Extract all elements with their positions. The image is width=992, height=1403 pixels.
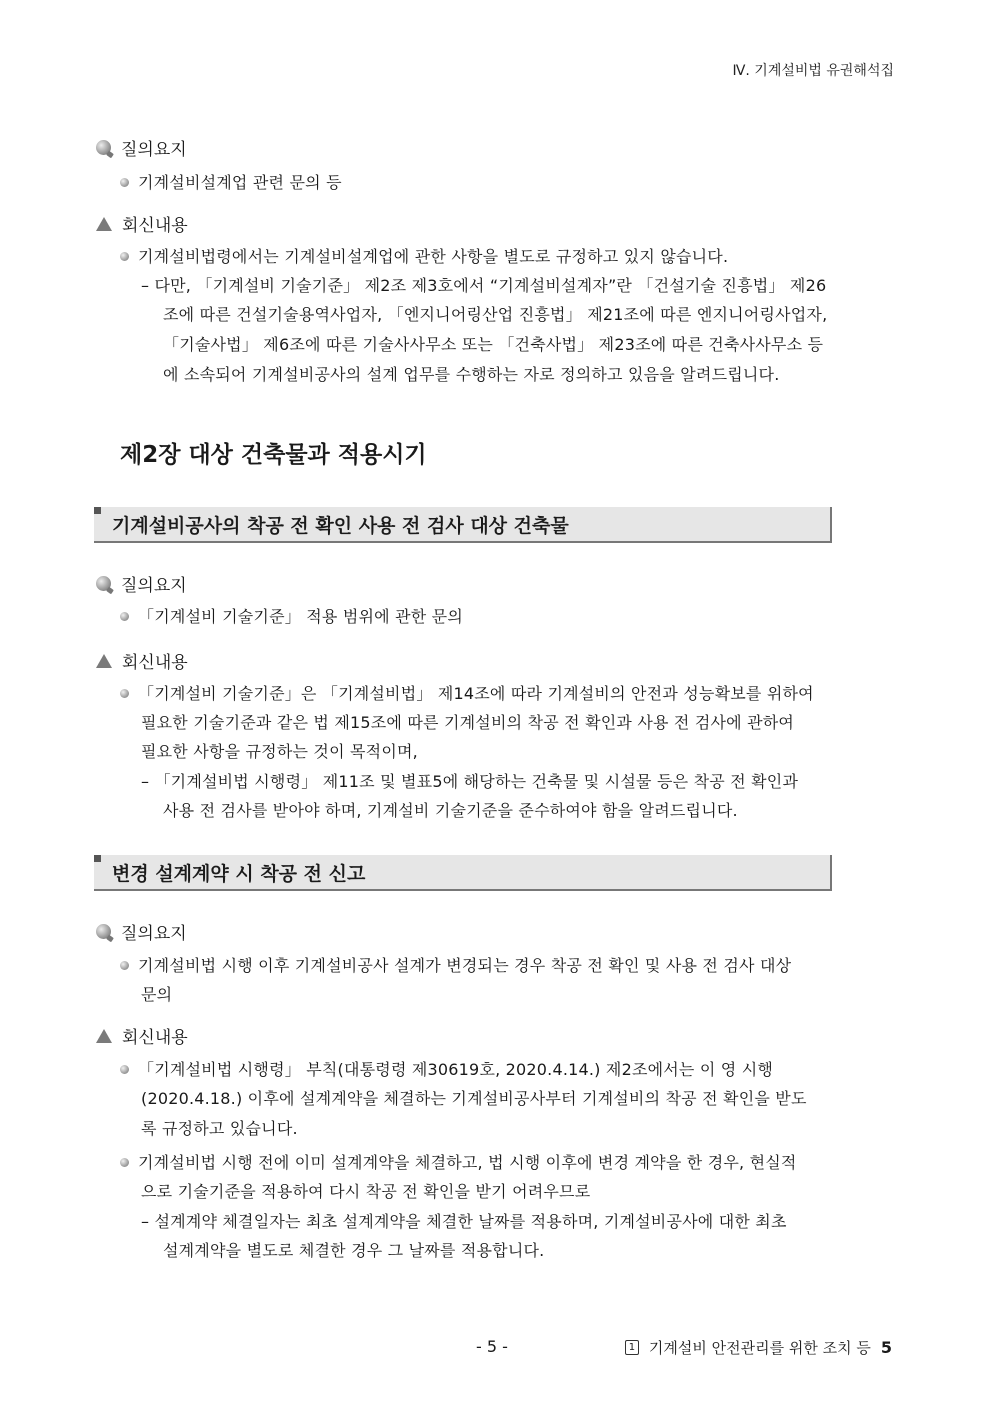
answer-line: 으로 기술기준을 적용하여 다시 착공 전 확인을 받기 어려우므로	[141, 1182, 591, 1201]
question-heading	[96, 919, 187, 944]
bullet-icon	[120, 1065, 129, 1074]
answer-line: 설계계약을 별도로 체결한 경우 그 날짜를 적용합니다.	[163, 1241, 545, 1260]
bullet-icon	[120, 1158, 129, 1167]
question-heading	[96, 571, 187, 596]
answer-line: – 설계계약 체결일자는 최초 설계계약을 체결한 날짜를 적용하며, 기계설비공사에 대한 최초	[141, 1212, 787, 1231]
question-label: 질의요지	[121, 140, 187, 160]
answer-line: 「기계설비법 시행령」 부칙(대통령령 제30619호, 2020.4.14.) 제2조에서는 이 영 시행	[120, 1057, 773, 1080]
answer-line: 록 규정하고 있습니다.	[141, 1119, 298, 1138]
question-icon	[96, 576, 111, 591]
answer-icon	[96, 1029, 112, 1043]
answer-line: 사용 전 검사를 받아야 하며, 기계설비 기술기준을 준수하여야 함을 알려드립니다.	[163, 801, 738, 820]
answer-line: – 「기계설비법 시행령」 제11조 및 별표5에 해당하는 건축물 및 시설물 등은 착공 전 확인과	[141, 772, 799, 791]
answer-icon	[96, 217, 112, 231]
bullet-icon	[120, 252, 129, 261]
section-mark-icon	[94, 507, 101, 514]
answer-line: 기계설비법령에서는 기계설비설계업에 관한 사항을 별도로 규정하고 있지 않습니다.	[120, 244, 728, 267]
question-label: 질의요지	[121, 924, 187, 944]
bullet-icon	[120, 689, 129, 698]
question-label: 질의요지	[121, 576, 187, 596]
answer-label: 회신내용	[122, 216, 188, 236]
question-icon	[96, 140, 111, 155]
question-item: 기계설비설계업 관련 문의 등	[120, 170, 342, 193]
answer-line: (2020.4.18.) 이후에 설계계약을 체결하는 기계설비공사부터 기계설비의 착공 전 확인을 받도	[141, 1089, 807, 1108]
question-item: 문의	[141, 985, 173, 1004]
footer-chapter-title: 기계설비 안전관리를 위한 조치 등	[648, 1339, 871, 1357]
question-heading	[96, 135, 187, 160]
running-head: Ⅳ. 기계설비법 유권해석집	[732, 63, 894, 79]
bullet-icon	[120, 961, 129, 970]
section-title: 기계설비공사의 착공 전 확인 사용 전 검사 대상 건축물	[112, 515, 569, 537]
question-item: 기계설비법 시행 이후 기계설비공사 설계가 변경되는 경우 착공 전 확인 및 사용 전 검사 대상	[120, 953, 791, 976]
answer-line: – 다만, 「기계설비 기술기준」 제2조 제3호에서 “기계설비설계자”란 「건설기술 진흥법」 제26	[141, 276, 827, 295]
answer-label: 회신내용	[122, 653, 188, 673]
chapter-number-badge: 1	[625, 1340, 639, 1355]
answer-heading	[96, 1023, 188, 1048]
question-item: 「기계설비 기술기준」 적용 범위에 관한 문의	[120, 604, 463, 627]
question-icon	[96, 924, 111, 939]
section-mark-icon	[94, 855, 101, 862]
answer-line: 기계설비법 시행 전에 이미 설계계약을 체결하고, 법 시행 이후에 변경 계약을 한 경우, 현실적	[120, 1150, 797, 1173]
answer-line: 필요한 사항을 규정하는 것이 목적이며,	[141, 742, 418, 761]
page-number-center: - 5 -	[476, 1337, 508, 1356]
section-title: 변경 설계계약 시 착공 전 신고	[112, 863, 366, 885]
answer-line: 「기술사법」 제6조에 따른 기술사사무소 또는 「건축사법」 제23조에 따른 건축사사무소 등	[163, 335, 824, 354]
answer-line: 조에 따른 건설기술용역사업자, 「엔지니어링산업 진흥법」 제21조에 따른 엔지니어링사업자,	[163, 305, 828, 324]
chapter-title: 제2장 대상 건축물과 적용시기	[120, 442, 427, 468]
answer-heading	[96, 648, 188, 673]
footer-page-number: 5	[880, 1338, 892, 1357]
answer-line: 「기계설비 기술기준」은 「기계설비법」 제14조에 따라 기계설비의 안전과 성능확보를 위하여	[120, 681, 814, 704]
answer-line: 에 소속되어 기계설비공사의 설계 업무를 수행하는 자로 정의하고 있음을 알려드립니다.	[163, 365, 780, 384]
answer-icon	[96, 654, 112, 668]
bullet-icon	[120, 612, 129, 621]
footer-chapter	[625, 1337, 892, 1358]
answer-line: 필요한 기술기준과 같은 법 제15조에 따른 기계설비의 착공 전 확인과 사용 전 검사에 관하여	[141, 713, 795, 732]
bullet-icon	[120, 178, 129, 187]
answer-label: 회신내용	[122, 1028, 188, 1048]
answer-heading	[96, 211, 188, 236]
